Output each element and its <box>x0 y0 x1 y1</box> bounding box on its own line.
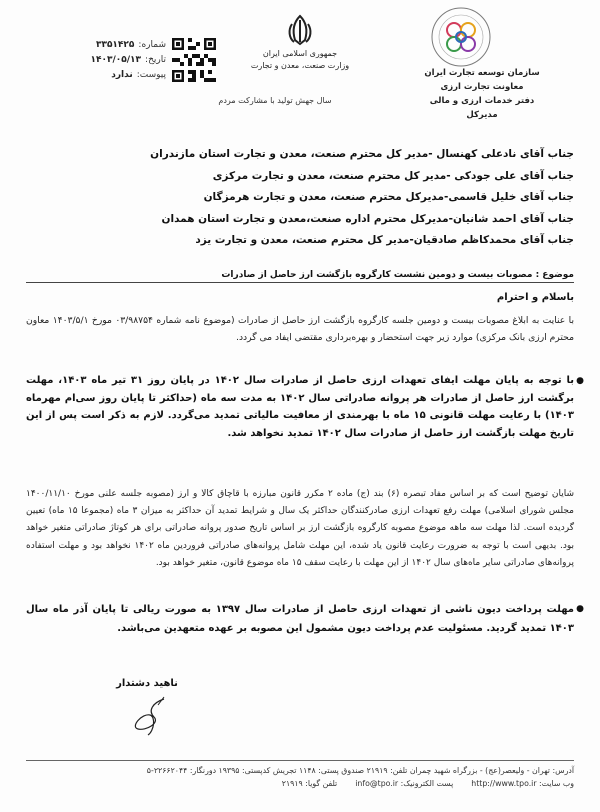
resolution-paragraph-1: با توجه به پایان مهلت ایفای تعهدات ارزی حاصل از صادرات سال ۱۴۰۲ در پایان روز ۳۱ تیر ماه ۱۴۰۳، مهلت برگشت ارز حاصل از صادرات هر پروانه صادراتی سال ۱۴۰۲ به مدت سه ماه (حداکثر تا پایان روز سی‌ام مهرماه ۱۴۰۳) با رعایت مهلت قانونی ۱۵ ماه با بهرمندی از معافیت مالیاتی تمدید می‌گردد. لازم به ذکر است پس از این تاریخ مهلت بازگشت ارز حاصل از صادرات سال ۱۴۰۲ تمدید نخواهد شد. <box>26 375 575 439</box>
number-label: شماره: <box>138 40 166 50</box>
letter-meta <box>26 38 166 83</box>
footer-address: آدرس: تهران - ولیعصر(عج) - بزرگراه شهید چمران تلفن: ۲۱۹۱۹ صندوق پستی: ۱۱۴۸ تجریش کدپستی: ۱۹۳۹۵ دورنگار: ۲۲۶۶۲۰۴۴-۵ <box>146 766 574 775</box>
footer-divider <box>26 760 574 761</box>
footer-website: وب سایت: http://www.tpo.ir <box>471 779 574 788</box>
date-label: تاریخ: <box>145 55 166 65</box>
date-value: ۱۴۰۳/۰۵/۱۳ <box>90 55 142 65</box>
recipient-line: جناب آقای علی جودکی -مدیر کل محترم صنعت، معدن و تجارت مرکزی <box>212 169 574 182</box>
bullet-icon: ● <box>576 376 584 386</box>
bullet-icon: ● <box>576 604 584 614</box>
attachment-label: پیوست: <box>136 70 166 80</box>
footer-email: پست الکترونیک: info@tpo.ir <box>355 779 454 788</box>
explanation-paragraph: شایان توضیح است که بر اساس مفاد تبصره (۶) بند (ج) ماده ۲ مکرر قانون مبارزه با قاچاق کالا و ارز (مصوبه جلسه علنی مورخ ۱۴۰۰/۱۱/۱۰ مجلس شورای اسلامی) مهلت رفع تعهدات ارزی صادرکنندگان حداکثر یک سال و شرایط تمدید آن حداکثر به میزان ۳ ماه (مجموعا ۱۵ ماه) تعیین گردیده است. لذا مهلت سه ماهه موضوع مصوبه کارگروه بازگشت ارز بر اساس تاریخ صدور پروانه صادراتی برای هر کوتاژ صادراتی متغیر خواهد بود. بدیهی است با توجه به ضرورت رعایت قانون یاد شده، این مهلت شامل پروانه‌های صادراتی فروردین ماه ۱۴۰۲ نخواهد بود و مهلت استفاده پروانه‌های صادراتی سایر ماه‌های سال ۱۴۰۲ از این مهلت با رعایت سقف ۱۵ ماه موضوع قانون، متغیر خواهد بود. <box>26 489 574 568</box>
signatory-name: ناهید دشتدار <box>116 678 178 689</box>
attachment-row <box>26 68 166 83</box>
intro-paragraph: با عنایت به ابلاغ مصوبات بیست و دومین جلسه کارگروه بازگشت ارز حاصل از صادرات (موضوع نامه شماره ۰۳/۹۸۷۵۴ مورخ ۱۴۰۳/۵/۱ معاون محترم ارزی بانک مرکزی) موارد زیر جهت استحضار و بهره‌برداری مقتضی ایفاد می گردد. <box>26 315 575 343</box>
gov-line-2: وزارت صنعت، معدن و تجارت <box>250 61 350 70</box>
recipient-line: جناب آقای خلیل قاسمی-مدیرکل محترم صنعت، معدن و تجارت هرمزگان <box>203 191 574 203</box>
gov-line-1: جمهوری اسلامی ایران <box>262 49 338 58</box>
number-row <box>26 38 166 53</box>
date-row <box>26 53 166 68</box>
letter-footer <box>26 764 574 790</box>
year-motto: سال جهش تولید با مشارکت مردم <box>218 96 332 105</box>
signature-block <box>92 678 202 745</box>
recipient-line: جناب آقای نادعلی کهنسال -مدیر کل محترم صنعت، معدن و تجارت استان مازندران <box>150 148 574 160</box>
footer-contacts <box>26 777 574 790</box>
recipient-line: جناب آقای محمدکاظم صادقیان-مدیر کل محترم صنعت، معدن و تجارت یزد <box>195 234 574 246</box>
organization-title <box>392 66 572 122</box>
government-title <box>248 48 352 72</box>
org-line-2: معاونت تجارت ارزی <box>440 82 524 92</box>
number-value: ۳۳۵۱۴۲۵ <box>95 40 135 50</box>
recipient-line: جناب آقای احمد شانیان-مدیرکل محترم اداره صنعت،معدن و تجارت استان همدان <box>161 212 574 225</box>
tpo-logo-icon <box>430 6 492 68</box>
greeting: باسلام و احترام <box>496 292 574 303</box>
qr-code-icon <box>172 38 216 82</box>
handwritten-signature-icon <box>102 691 192 741</box>
org-line-3: دفتر خدمات ارزی و مالی <box>429 96 535 106</box>
org-line-1: سازمان توسعه تجارت ایران <box>424 68 540 78</box>
letter-subject: موضوع : مصوبات بیست و دومین نشست کارگروه بازگشت ارز حاصل از صادرات <box>221 270 574 280</box>
footer-callcenter: تلفن گویا: ۲۱۹۱۹ <box>281 779 338 788</box>
org-line-4: مدیرکل <box>466 110 498 120</box>
iran-emblem-icon <box>282 12 318 48</box>
recipients-list <box>26 144 574 252</box>
resolution-paragraph-2: مهلت پرداخت دیون ناشی از تعهدات ارزی حاصل از صادرات سال ۱۳۹۷ به صورت ریالی تا پایان آذر ماه سال ۱۴۰۳ تمدید گردید. مسئولیت عدم پرداخت دیون مشمول این مصوبه بر عهده متعهدین می‌باشد. <box>26 604 574 634</box>
attachment-value: ندارد <box>111 70 133 80</box>
subject-divider <box>26 282 574 283</box>
